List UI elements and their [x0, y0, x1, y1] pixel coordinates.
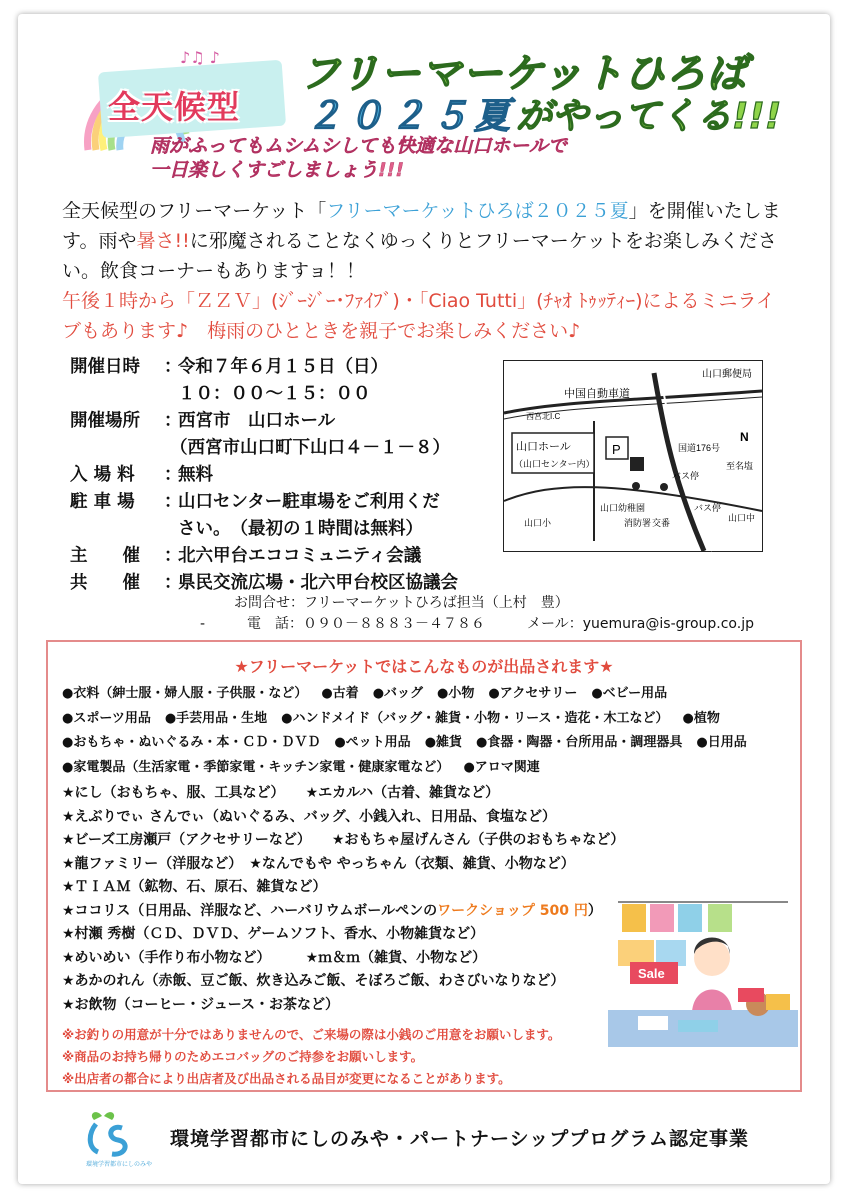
shop-row: ★村瀬 秀樹（ＣＤ、ＤＶＤ、ゲームソフト、香水、小物雑貨など） — [62, 926, 485, 942]
items-box — [46, 640, 802, 1092]
access-map — [503, 360, 763, 552]
items-title: ★フリーマーケットではこんなものが出品されます★ — [234, 657, 614, 676]
contact-phone-email: - 電 話：０９０－８８８３－４７８６ メール：yuemura@is-group.co.jp — [200, 616, 754, 632]
event-place: 西宮市 山口ホール — [178, 411, 336, 431]
badge-label: 全天候型 — [108, 88, 241, 126]
svg-text:N: N — [740, 430, 749, 444]
category-row: ●衣料（紳士服・婦人服・子供服・など） ●古着 ●バッグ ●小物 ●アクセサリー ●ベビー用品 — [62, 686, 668, 701]
svg-text:Sale: Sale — [638, 966, 665, 981]
svg-text:環境学習都市にしのみや: 環境学習都市にしのみや — [86, 1162, 153, 1168]
svg-text:バス停: バス停 — [672, 471, 700, 481]
shop-row: ★ココリス（日用品、洋服など、ハーバリウムボールペンのワークショップ 500 円） — [62, 902, 602, 919]
event-info: 開催日時 ： 令和７年６月１５日（日） １０：００～１５：００ 開催場所 ： 西宮市 山口ホール （西宮市山口町下山口４－１－８） 入 場 料 ： 無料 駐 車 場 ： 山口センター駐車場をご利用くだ さい。 （最初の１時間は無料） 主 催 ： 北六甲台エココミュニティ会議 共 催 ： 県民交流広場・北六甲台校区協議会 — [70, 354, 458, 597]
svg-text:山口ホール: 山口ホール — [516, 441, 571, 453]
svg-text:山口幼稚園: 山口幼稚園 — [600, 503, 646, 513]
svg-text:P: P — [612, 442, 621, 457]
notice: ※お釣りの用意が十分ではありませんので、ご来場の際は小銭のご用意をお願いします。 — [62, 1027, 561, 1042]
svg-text:山口中: 山口中 — [728, 513, 756, 523]
shop-row: ★あかのれん（赤飯、豆ご飯、炊き込みご飯、そぼろご飯、わさびいなりなど） — [62, 973, 565, 989]
intro-paragraph-2: 午後１時から「ＺＺＶ」(ｼﾞｰｼﾞｰ･ﾌｧｲﾌﾞ)・「Ciao Tutti」(ﾁｬｵ ﾄｩｯﾃｨｰ)によるミニライブもあります♪ 梅雨のひとときを親子でお楽しみください♪ — [62, 290, 775, 342]
shop-list — [62, 782, 624, 1017]
host: 北六甲台エココミュニティ会議 — [178, 546, 422, 566]
shop-row: ★にし（おもちゃ、服、工具など） ★エカルハ（古着、雑貨など） — [62, 785, 500, 801]
svg-text:消防署: 消防署 — [624, 518, 652, 528]
parking-info-2: さい。 （最初の１時間は無料） — [178, 519, 423, 539]
svg-text:山口小: 山口小 — [524, 518, 552, 528]
svg-text:至名塩: 至名塩 — [726, 461, 754, 471]
main-title-line2: ２０２５夏がやってくる!!! — [306, 96, 782, 137]
shop-row: ★めいめい（手作り布小物など） ★ｍ＆ｍ（雑貨、小物など） — [62, 949, 487, 966]
music-notes-icon: ♪♫ ♪ — [180, 48, 220, 67]
contact-person: お問合せ：フリーマーケットひろば担当（上村 豊） — [234, 595, 569, 611]
svg-text:（山口センター内）: （山口センター内） — [514, 459, 595, 469]
svg-text:中国自動車道: 中国自動車道 — [564, 388, 630, 400]
svg-text:西宮北I.C: 西宮北I.C — [526, 412, 561, 421]
subtitle-line1: 雨がふってもムシムシしても快適な山口ホールで — [150, 135, 567, 157]
notices — [62, 1024, 560, 1090]
event-time: １０：００～１５：００ — [178, 384, 371, 404]
event-address: （西宮市山口町下山口４－１－８） — [170, 438, 450, 458]
entry-fee: 無料 — [178, 465, 213, 485]
category-row: ●おもちゃ・ぬいぐるみ・本・ＣＤ・ＤＶＤ ●ペット用品 ●雑貨 ●食器・陶器・台所用品・調理器具 ●日用品 — [62, 735, 747, 750]
shop-row: ★お飲物（コーヒー・ジュース・お茶など） — [62, 996, 340, 1013]
subtitle-line2: 一日楽しくすごしましょう!!! — [150, 159, 404, 181]
shop-row: ★ビーズ工房瀬戸（アクセサリーなど） ★おもちゃ屋げんさん（子供のおもちゃなど） — [62, 832, 625, 848]
subtitle — [150, 134, 567, 182]
intro-text — [62, 196, 782, 346]
svg-text:交番: 交番 — [652, 518, 671, 528]
footer-text: 環境学習都市にしのみや・パートナーシッププログラム認定事業 — [170, 1128, 750, 1150]
intro-paragraph-1: 全天候型のフリーマーケット「フリーマーケットひろば２０２５夏」を開催いたします。雨や暑さ!!に邪魔されることなくゆっくりとフリーマーケットをお楽しみください。飲食コーナーもありますョ！！ — [62, 200, 781, 282]
category-row: ●家電製品（生活家電・季節家電・キッチン家電・健康家電など） ●アロマ関連 — [62, 759, 540, 775]
category-list — [62, 682, 792, 780]
flea-market-illustration — [608, 892, 798, 1047]
parking-info: 山口センター駐車場をご利用くだ — [178, 492, 440, 512]
shop-row: ★龍ファミリー（洋服など） ★なんでもや やっちゃん（衣類、雑貨、小物など） — [62, 855, 575, 872]
svg-text:バス停: バス停 — [694, 503, 722, 513]
shop-row: ★ＴＩＡＭ（鉱物、石、原石、雑貨など） — [62, 879, 327, 895]
main-title: フリーマーケットひろば — [300, 51, 748, 97]
svg-text:国道176号: 国道176号 — [678, 443, 721, 453]
co-host: 県民交流広場・北六甲台校区協議会 — [178, 573, 458, 593]
svg-text:山口郵便局: 山口郵便局 — [702, 369, 752, 380]
category-row: ●スポーツ用品 ●手芸用品・生地 ●ハンドメイド（バッグ・雑貨・小物・リース・造花・木工など） ●植物 — [62, 710, 720, 726]
notice: ※商品のお持ち帰りのためエコバッグのご持参をお願いします。 — [62, 1049, 424, 1064]
nishinomiya-logo — [82, 1108, 153, 1170]
shop-row: ★えぶりでぃ さんでぃ（ぬいぐるみ、バッグ、小銭入れ、日用品、食塩など） — [62, 808, 556, 825]
event-date: 令和７年６月１５日（日） — [178, 357, 388, 377]
notice: ※出店者の都合により出店者及び出品される品目が変更になることがあります。 — [62, 1071, 511, 1086]
